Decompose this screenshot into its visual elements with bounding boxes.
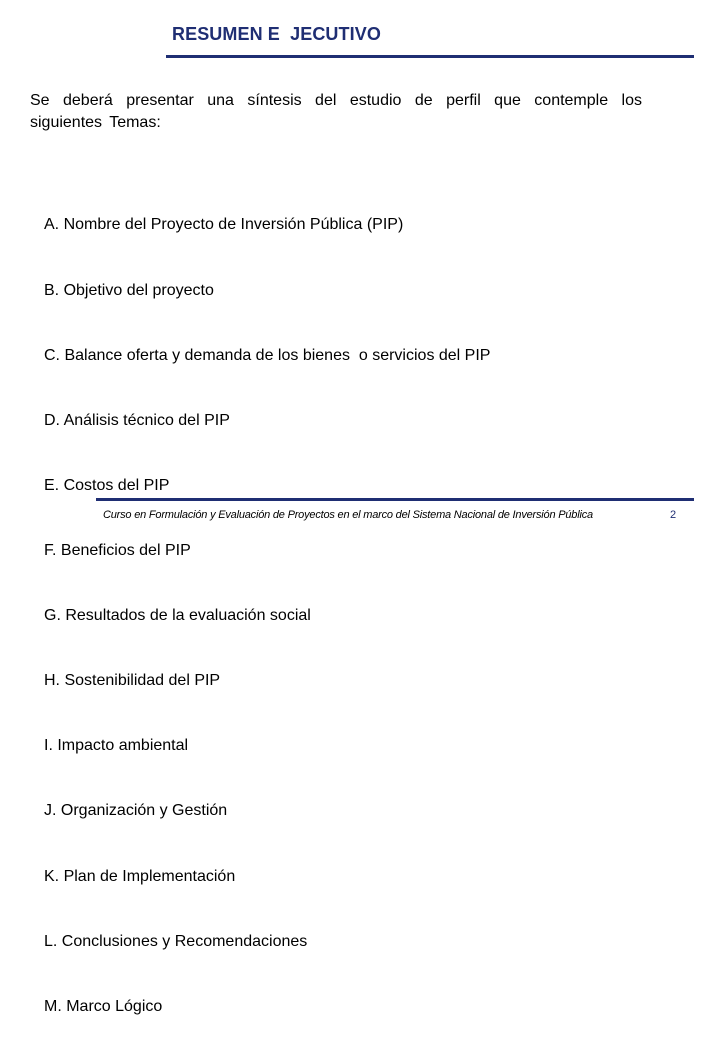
slide-title: RESUMEN E JECUTIVO [172,24,381,44]
topic-item: H. Sostenibilidad del PIP [44,672,221,690]
topic-item: I. Impacto ambiental [44,737,189,755]
footer-divider [96,498,694,501]
topic-item: D. Análisis técnico del PIP [44,411,230,429]
footer-course-name: Curso en Formulación y Evaluación de Proyectos en el marco del Sistema Nacional de Inversión Pública [103,509,593,521]
topic-item: C. Balance oferta y demanda de los bienes o servicios del PIP [44,346,491,364]
topic-item: F. Beneficios del PIP [44,541,191,559]
topic-item: A. Nombre del Proyecto de Inversión Pública (PIP) [44,216,404,234]
title-underline [166,55,694,58]
topic-item: E. Costos del PIP [44,476,170,494]
topic-item: M. Marco Lógico [44,997,163,1015]
page-number: 2 [670,509,677,521]
topic-item: J. Organización y Gestión [44,802,228,820]
topic-item: G. Resultados de la evaluación social [44,607,311,625]
topic-item: B. Objetivo del proyecto [44,281,214,299]
topics-list [44,171,490,1039]
intro-paragraph: Se deberá presentar una síntesis del estudio de perfil que contemple los siguientes Temas: [30,92,642,131]
topic-item: K. Plan de Implementación [44,867,236,885]
topic-item: L. Conclusiones y Recomendaciones [44,932,308,950]
